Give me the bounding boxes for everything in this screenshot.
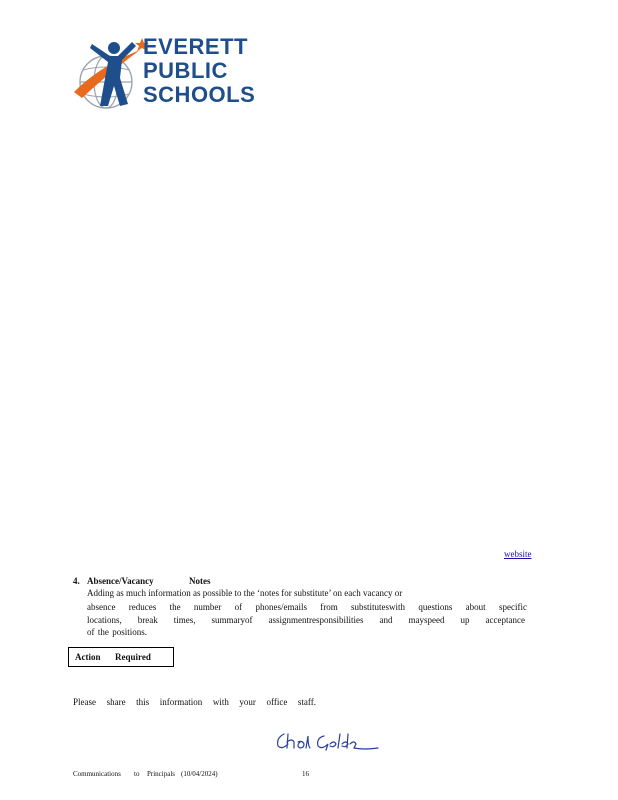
word: this: [136, 697, 150, 707]
word: from: [320, 602, 338, 612]
word: questions: [418, 602, 453, 612]
word: office: [266, 697, 288, 707]
word: the: [97, 627, 109, 637]
footer-to: to: [134, 770, 140, 778]
word: up: [460, 615, 470, 625]
word: break: [137, 615, 158, 625]
word: locations,: [87, 615, 122, 625]
footer-principals: Principals: [147, 770, 175, 778]
word: number: [193, 602, 222, 612]
required-label: Required: [115, 652, 151, 662]
footer-date: (10/04/2024): [181, 770, 218, 778]
section-paragraph-line-1: Adding as much information as possible to the ‘notes for substitute’ on each vacancy or: [87, 588, 403, 598]
word: of: [234, 602, 243, 612]
word: assignmentresponsibilities: [268, 615, 364, 625]
logo-emblem-icon: [70, 32, 150, 116]
section-heading-notes: Notes: [189, 576, 211, 586]
word: about: [465, 602, 486, 612]
word: acceptance: [485, 615, 525, 625]
section-paragraph-line-2: [87, 602, 527, 613]
logo-text-everett: EVERETT: [143, 34, 248, 59]
section-paragraph-line-4: [87, 627, 147, 638]
word: phones/emails: [255, 602, 307, 612]
logo-text-schools: SCHOOLS: [143, 82, 256, 107]
word: your: [239, 697, 256, 707]
word: mayspeed: [408, 615, 445, 625]
word: information: [159, 697, 203, 707]
word: specific: [498, 602, 527, 612]
word: staff.: [297, 697, 316, 707]
word: reduces: [128, 602, 157, 612]
word: with: [212, 697, 229, 707]
word: substituteswith: [351, 602, 406, 612]
word: share: [106, 697, 126, 707]
word: the: [169, 602, 181, 612]
word: Please: [73, 697, 96, 707]
word: summaryof: [211, 615, 253, 625]
website-link[interactable]: website: [504, 549, 532, 559]
word: absence: [87, 602, 116, 612]
share-instruction: [73, 697, 316, 708]
word: and: [379, 615, 393, 625]
section-paragraph-line-3: [87, 615, 525, 626]
section-number: 4.: [73, 576, 80, 586]
action-label: Action: [75, 652, 101, 662]
page-number: 16: [302, 770, 309, 778]
word: times,: [173, 615, 196, 625]
logo-text-public: PUBLIC: [143, 58, 228, 83]
word: of: [87, 627, 95, 637]
signature-image: [274, 728, 384, 754]
word: positions.: [112, 627, 147, 637]
section-heading-absence-vacancy: Absence/Vacancy: [87, 576, 154, 586]
action-required-box: [68, 647, 174, 667]
footer-left: Communications: [73, 770, 121, 778]
everett-public-schools-logo: [70, 32, 260, 116]
